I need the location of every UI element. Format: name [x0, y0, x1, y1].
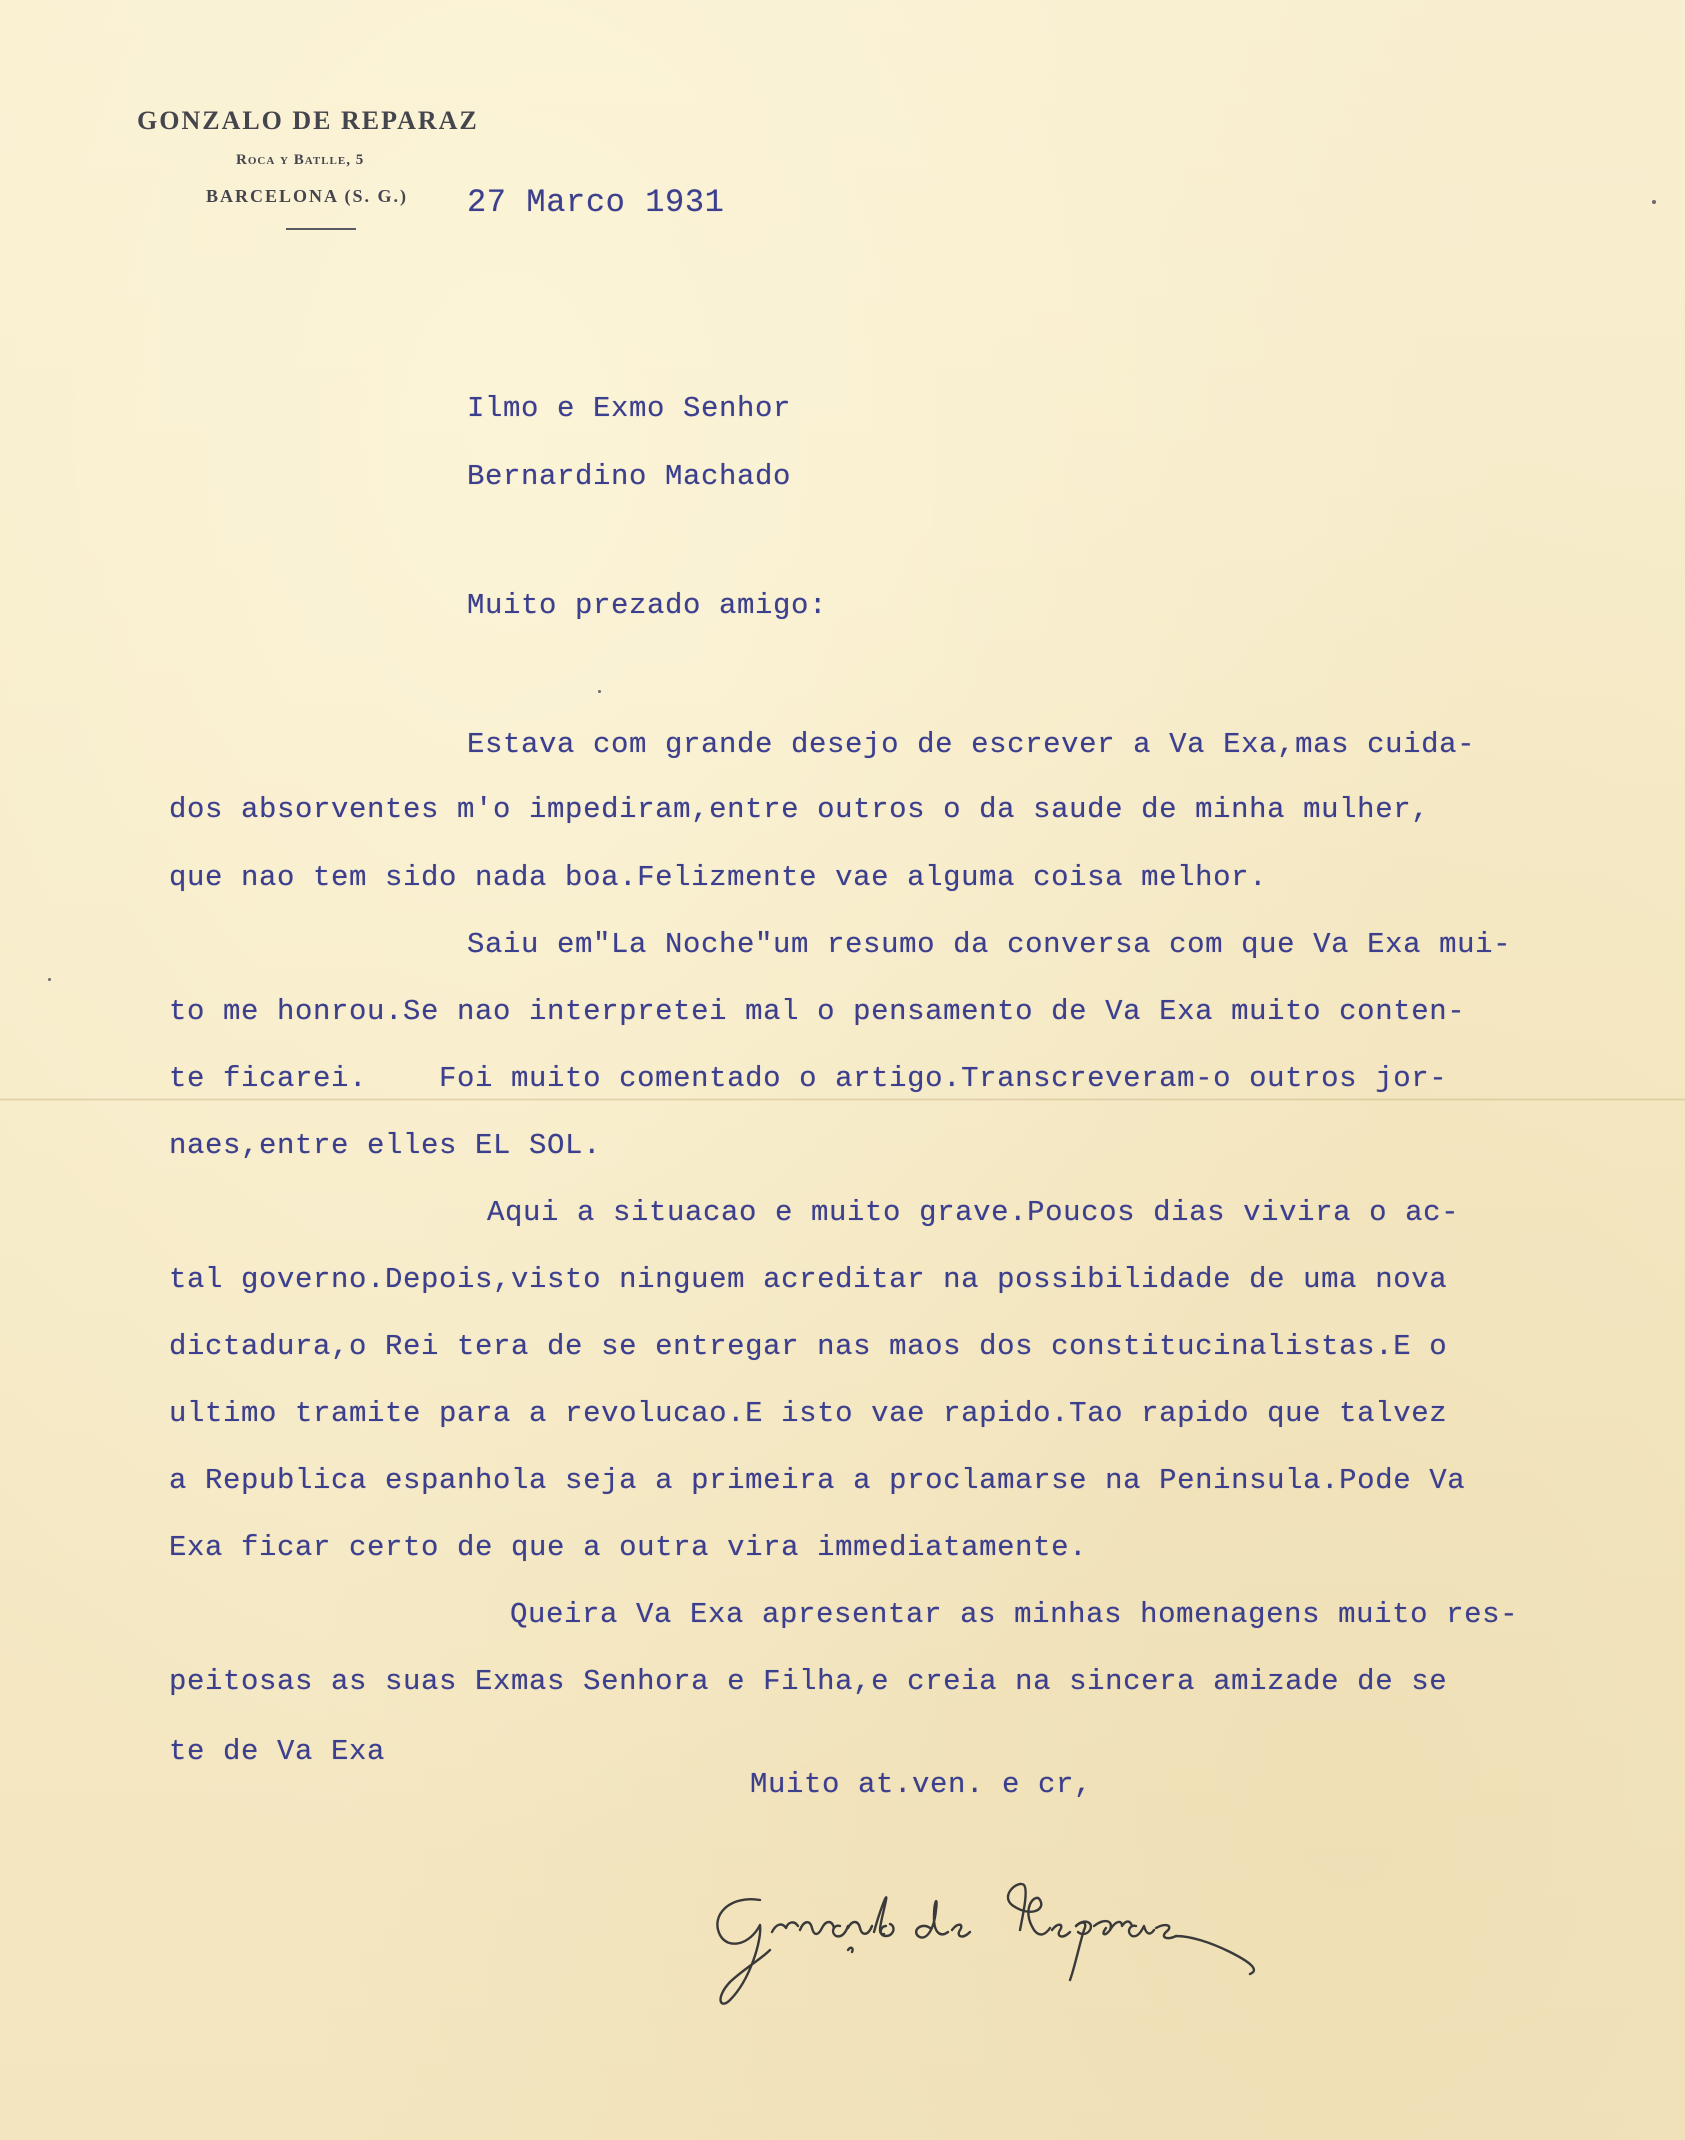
- letterhead-name: GONZALO DE REPARAZ: [137, 106, 479, 135]
- body-line: dos absorventes m'o impediram,entre outros o da saude de minha mulher,: [169, 793, 1430, 826]
- paper-fold-crease: [0, 1098, 1685, 1101]
- ink-speck: [48, 978, 51, 981]
- body-line: tal governo.Depois,visto ninguem acreditar na possibilidade de uma nova: [169, 1263, 1448, 1296]
- body-line: Saiu em"La Noche"um resumo da conversa com que Va Exa mui-: [467, 928, 1512, 961]
- body-line: peitosas as suas Exmas Senhora e Filha,e creia na sincera amizade de se: [169, 1665, 1448, 1698]
- body-line: te de Va Exa: [169, 1735, 386, 1768]
- body-line: ultimo tramite para a revolucao.E isto vae rapido.Tao rapido que talvez: [169, 1397, 1448, 1430]
- body-line: to me honrou.Se nao interpretei mal o pensamento de Va Exa muito conten-: [169, 995, 1466, 1028]
- body-line: Exa ficar certo de que a outra vira immediatamente.: [169, 1531, 1088, 1564]
- body-line: naes,entre elles EL SOL.: [169, 1129, 602, 1162]
- body-line: dictadura,o Rei tera de se entregar nas maos dos constitucinalistas.E o: [169, 1330, 1448, 1363]
- body-line: Estava com grande desejo de escrever a Va Exa,mas cuida-: [467, 728, 1476, 761]
- body-line: Queira Va Exa apresentar as minhas homenagens muito res-: [510, 1598, 1519, 1631]
- letterhead-rule: [286, 228, 356, 230]
- closing: Muito at.ven. e cr,: [750, 1768, 1093, 1801]
- ink-speck: [1652, 200, 1656, 204]
- letterhead-street: Roca y Batlle, 5: [236, 152, 365, 168]
- body-line: que nao tem sido nada boa.Felizmente vae alguma coisa melhor.: [169, 861, 1268, 894]
- body-line: Aqui a situacao e muito grave.Poucos dias vivira o ac-: [487, 1196, 1460, 1229]
- recipient-line: Bernardino Machado: [467, 460, 792, 493]
- handwritten-signature: [690, 1870, 1370, 2020]
- letter-date: 27 Marco 1931: [467, 184, 725, 221]
- body-line: a Republica espanhola seja a primeira a proclamarse na Peninsula.Pode Va: [169, 1464, 1466, 1497]
- body-line: te ficarei. Foi muito comentado o artigo.Transcreveram-o outros jor-: [169, 1062, 1448, 1095]
- salutation: Muito prezado amigo:: [467, 589, 828, 622]
- ink-speck: [598, 690, 601, 693]
- letterhead-city: BARCELONA (S. G.): [206, 186, 409, 206]
- recipient-line: Ilmo e Exmo Senhor: [467, 392, 792, 425]
